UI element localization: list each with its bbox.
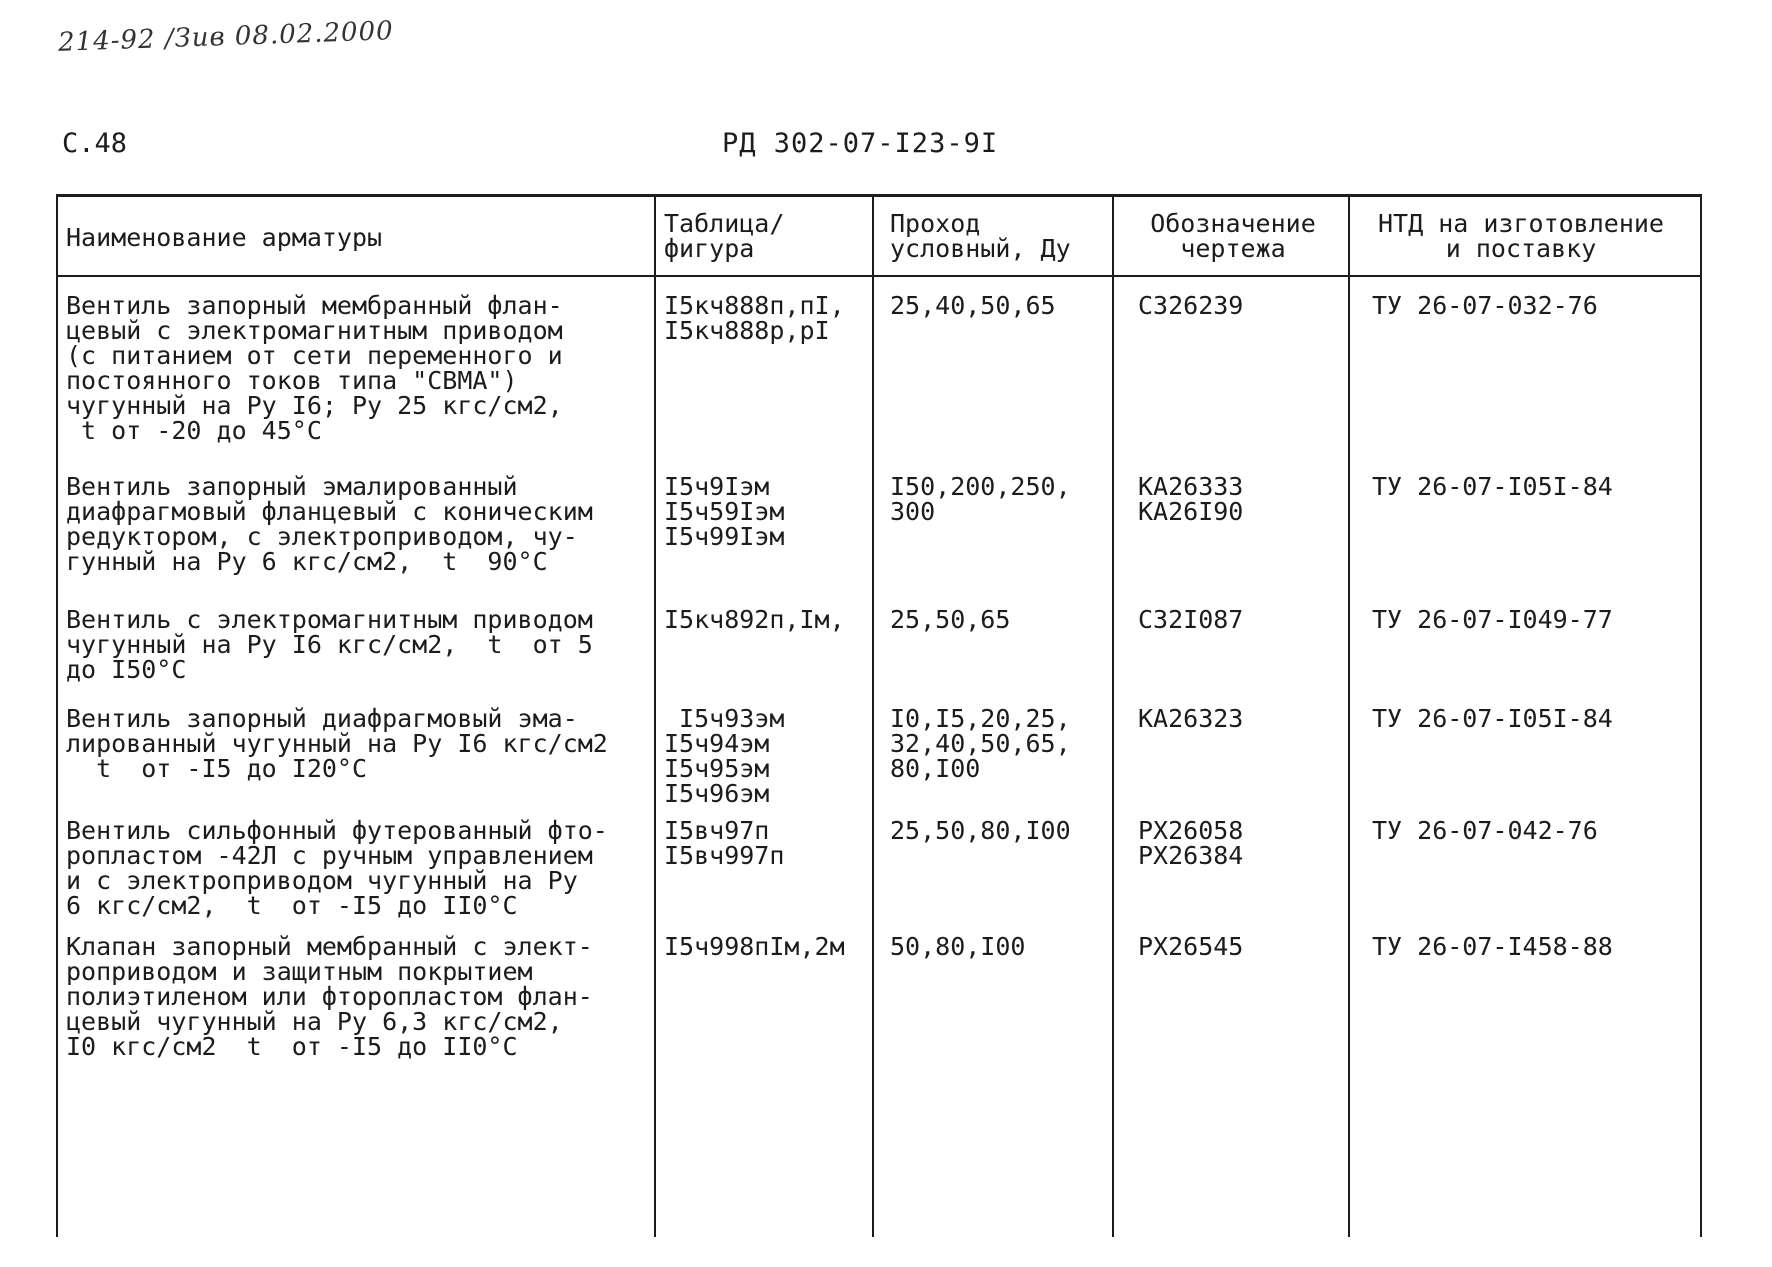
row-4-ntd: ТУ 26-07-I05I-84 [1372, 704, 1613, 733]
row-3-ntd: ТУ 26-07-I049-77 [1372, 605, 1613, 634]
row-6-name: Клапан запорный мембранный с элект- роприводом и защитным покрытием полиэтиленом или фторопластом флан- цевый чугунный на Ру 6,3 кгс/см2, I0 кгс/см2 t от -I5 до II0°С [66, 932, 593, 1061]
document-code: РД 302-07-I23-9I [722, 128, 999, 159]
row-5-figure: I5вч97п I5вч997п [664, 816, 785, 870]
row-3-name: Вентиль с электромагнитным приводом чугунный на Ру I6 кгс/см2, t от 5 до I50°С [66, 605, 593, 684]
row-2-name: Вентиль запорный эмалированный диафрагмовый фланцевый с коническим редуктором, с электроприводом, чу- гунный на Ру 6 кгс/см2, t 90°С [66, 472, 593, 576]
column-header-diameter: Проход условный, Ду [890, 209, 1071, 263]
row-4-figure: I5ч93эм I5ч94эм I5ч95эм I5ч96эм [664, 704, 785, 808]
row-4-drawing: КА26323 [1138, 704, 1244, 733]
row-6-figure: I5ч998пIм,2м [664, 932, 845, 961]
row-1-drawing: С326239 [1138, 291, 1244, 320]
header-divider [58, 275, 1700, 277]
row-5-name: Вентиль сильфонный футерованный фто- ропластом -42Л с ручным управлением и с электроприводом чугунный на Ру 6 кгс/см2, t от -I5 до II0°С [66, 816, 608, 920]
row-5-ntd: ТУ 26-07-042-76 [1372, 816, 1598, 845]
row-1-diameter: 25,40,50,65 [890, 291, 1056, 320]
column-divider [1112, 197, 1114, 1237]
row-2-diameter: I50,200,250, 300 [890, 472, 1071, 526]
row-4-name: Вентиль запорный диафрагмовый эма- лированный чугунный на Ру I6 кгс/см2 t от -I5 до I20°С [66, 704, 608, 783]
row-1-ntd: ТУ 26-07-032-76 [1372, 291, 1598, 320]
row-3-drawing: С32I087 [1138, 605, 1244, 634]
row-6-ntd: ТУ 26-07-I458-88 [1372, 932, 1613, 961]
row-5-drawing: РХ26058 РХ26384 [1138, 816, 1244, 870]
row-2-ntd: ТУ 26-07-I05I-84 [1372, 472, 1613, 501]
row-3-diameter: 25,50,65 [890, 605, 1011, 634]
row-1-name: Вентиль запорный мембранный флан- цевый с электромагнитным приводом (с питанием от сети переменного и постоянного токов типа "СВМА") чугунный на Ру I6; Ру 25 кгс/см2, t от -20 до 45°С [66, 291, 563, 445]
row-1-figure: I5кч888п,пI, I5кч888р,рI [664, 291, 845, 345]
handwritten-stamp: 214-92 /Зив 08.02.2000 [57, 16, 395, 58]
row-2-drawing: КА26333 КА26I90 [1138, 472, 1244, 526]
row-6-diameter: 50,80,I00 [890, 932, 1026, 961]
column-divider [872, 197, 874, 1237]
row-4-diameter: I0,I5,20,25, 32,40,50,65, 80,I00 [890, 704, 1071, 783]
column-header-name: Наименование арматуры [66, 223, 383, 252]
column-divider [654, 197, 656, 1237]
row-5-diameter: 25,50,80,I00 [890, 816, 1071, 845]
page-number: С.48 [62, 128, 128, 159]
fittings-table [56, 194, 1702, 1237]
row-2-figure: I5ч9Iэм I5ч59Iэм I5ч99Iэм [664, 472, 785, 551]
column-header-ntd: НТД на изготовление и поставку [1378, 209, 1664, 263]
column-header-figure: Таблица/ фигура [664, 209, 785, 263]
row-3-figure: I5кч892п,Iм, [664, 605, 845, 634]
column-divider [1348, 197, 1350, 1237]
column-header-drawing: Обозначение чертежа [1150, 209, 1316, 263]
row-6-drawing: РХ26545 [1138, 932, 1244, 961]
